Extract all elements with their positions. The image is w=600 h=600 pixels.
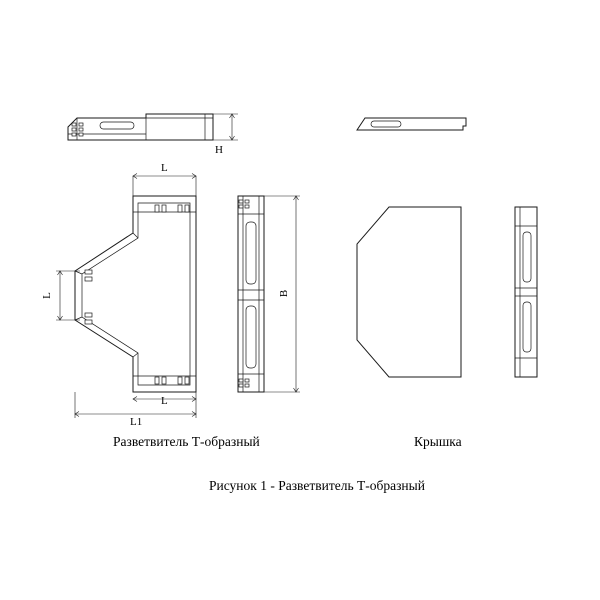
cover-front-view [357,207,461,377]
dimension-label-L-bottom: L [161,395,168,407]
top-side-view [68,114,238,140]
view-title-tee-branch: Разветвитель Т-образный [113,434,260,449]
figure-caption: Рисунок 1 - Разветвитель Т-образный [209,478,425,493]
dimension-label-L-left: L [40,292,53,299]
cover-side-view [357,118,466,130]
cover-right-side-view [515,207,537,377]
dimension-label-L1: L1 [130,416,143,428]
tee-branch-front-view [56,174,196,419]
dimension-label-B: B [278,289,291,298]
dimension-label-L-top: L [161,162,168,174]
view-title-cover: Крышка [414,434,462,449]
tee-branch-side-view [238,196,300,392]
dimension-label-H: H [215,144,223,156]
